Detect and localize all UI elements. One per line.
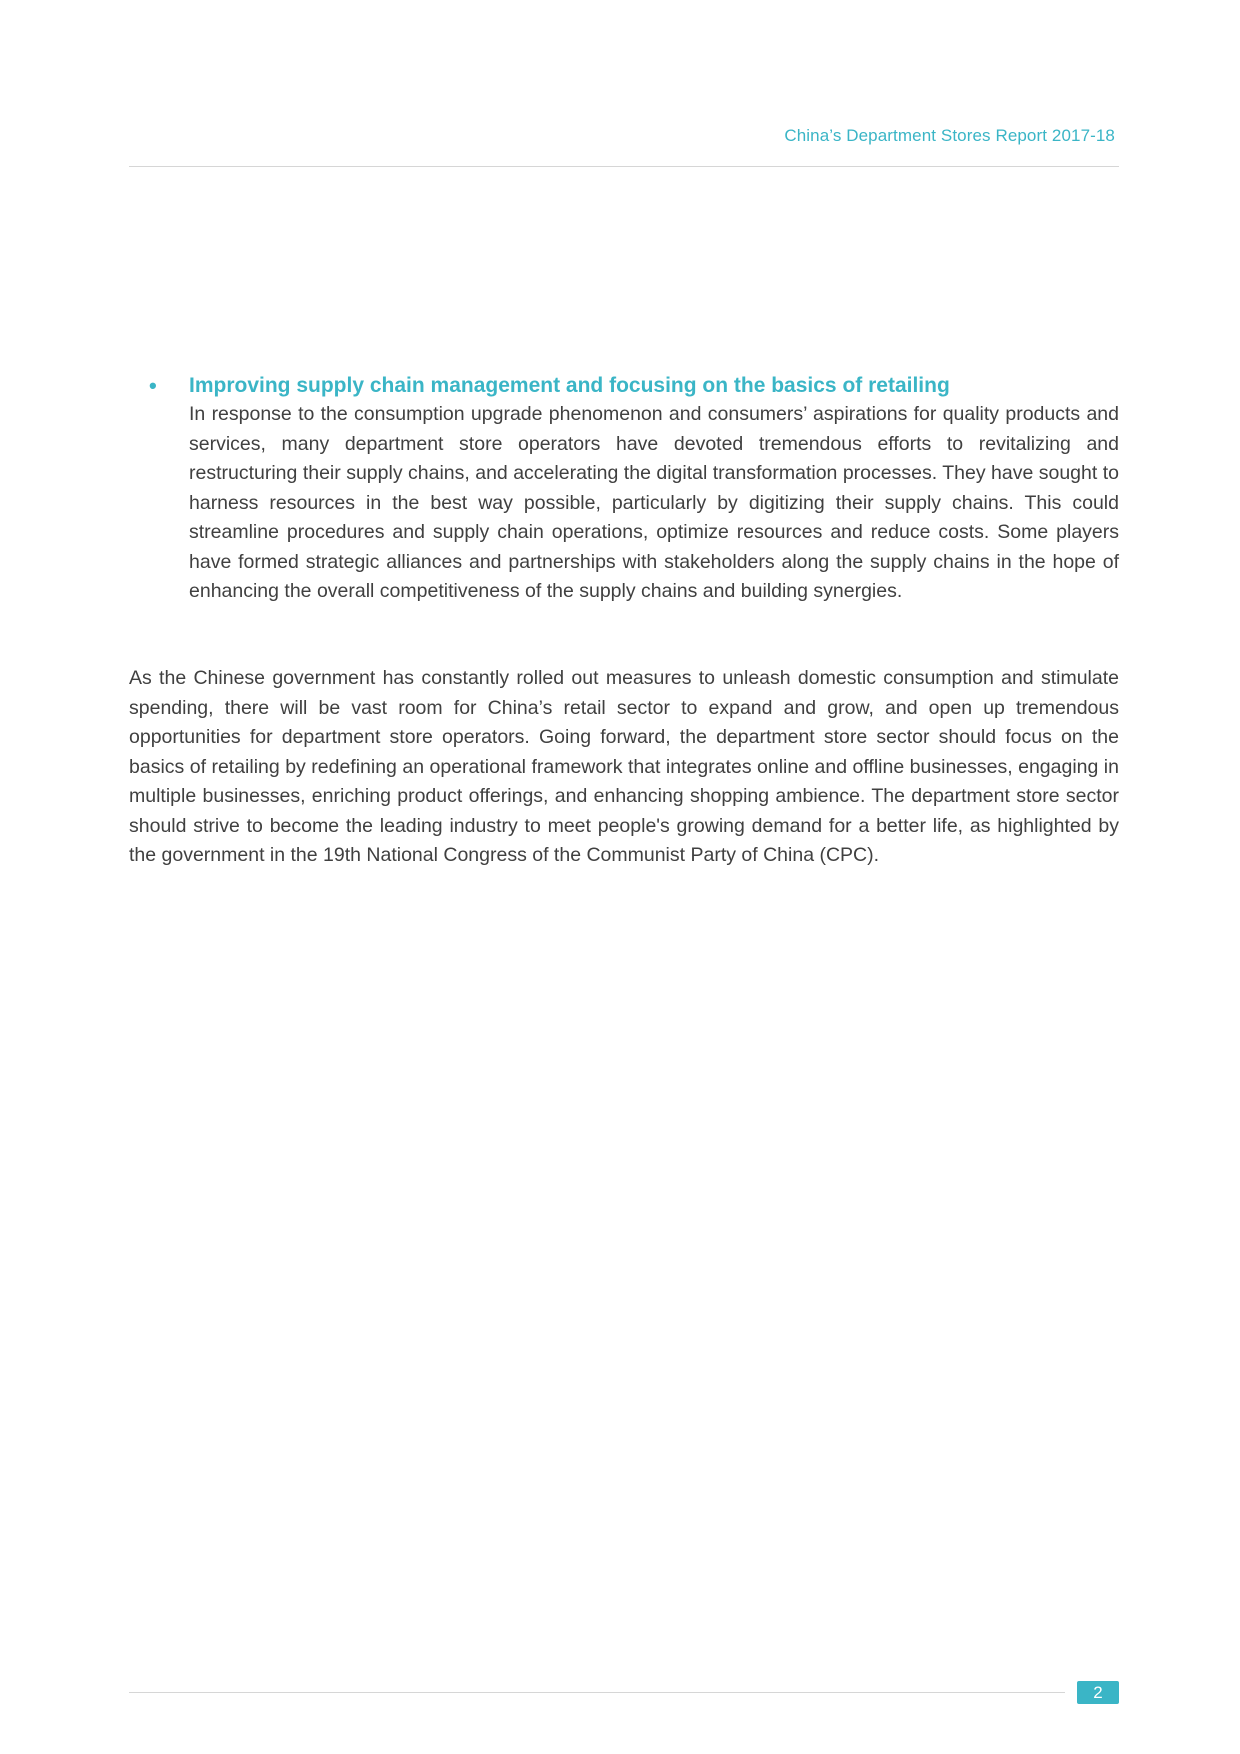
page-number-badge: 2 <box>1077 1681 1119 1704</box>
footer-divider <box>129 1692 1065 1693</box>
bullet-icon: • <box>149 373 157 398</box>
bullet-section <box>129 372 1119 607</box>
report-title: China’s Department Stores Report 2017-18 <box>784 126 1115 145</box>
section-heading: Improving supply chain management and focusing on the basics of retailing <box>189 374 950 397</box>
section-body: In response to the consumption upgrade phenomenon and consumers’ aspirations for quality products and services, many department store operators have devoted tremendous efforts to revitalizing and restructuring their supply chains, and accelerating the digital transformation processes. They have sought to harness resources in the best way possible, particularly by digitizing their supply chains. This could streamline procedures and supply chain operations, optimize resources and reduce costs. Some players have formed strategic alliances and partnerships with stakeholders along the supply chains in the hope of enhancing the overall competitiveness of the supply chains and building synergies. <box>189 403 1119 602</box>
body-paragraph: As the Chinese government has constantly rolled out measures to unleash domestic consumption and stimulate spending, there will be vast room for China’s retail sector to expand and grow, and open up tremendous opportunities for department store operators. Going forward, the department store sector should focus on the basics of retailing by redefining an operational framework that integrates online and offline businesses, engaging in multiple businesses, enriching product offerings, and enhancing shopping ambience. The department store sector should strive to become the leading industry to meet people's growing demand for a better life, as highlighted by the government in the 19th National Congress of the Communist Party of China (CPC). <box>129 667 1119 866</box>
header-divider <box>129 166 1119 167</box>
